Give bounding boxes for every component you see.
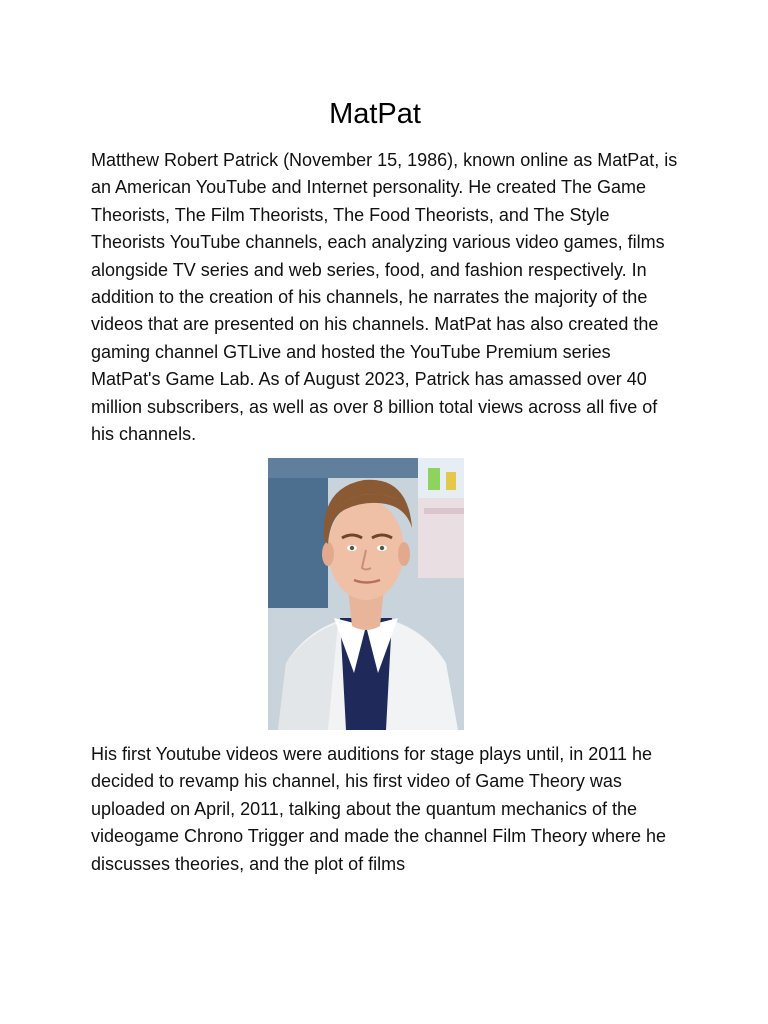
page-title: MatPat [329, 98, 421, 130]
portrait-photo [268, 458, 464, 730]
intro-paragraph: Matthew Robert Patrick (November 15, 1986), known online as MatPat, is an American YouTube and Internet personality. He created The Game Theorists, The Film Theorists, The Food Theorists, and The Style Theorists YouTube channels, each analyzing various video games, films alongside TV series and web series, food, and fashion respectively. In addition to the creation of his channels, he narrates the majority of the videos that are presented on his channels. MatPat has also created the gaming channel GTLive and hosted the YouTube Premium series MatPat's Game Lab. As of August 2023, Patrick has amassed over 40 million subscribers, as well as over 8 billion total views across all five of his channels. [91, 150, 678, 445]
history-paragraph: His first Youtube videos were auditions for stage plays until, in 2011 he decided to revamp his channel, his first video of Game Theory was uploaded on April, 2011, talking about the quantum mechanics of the videogame Chrono Trigger and made the channel Film Theory where he discusses theories, and the plot of films [91, 744, 666, 874]
